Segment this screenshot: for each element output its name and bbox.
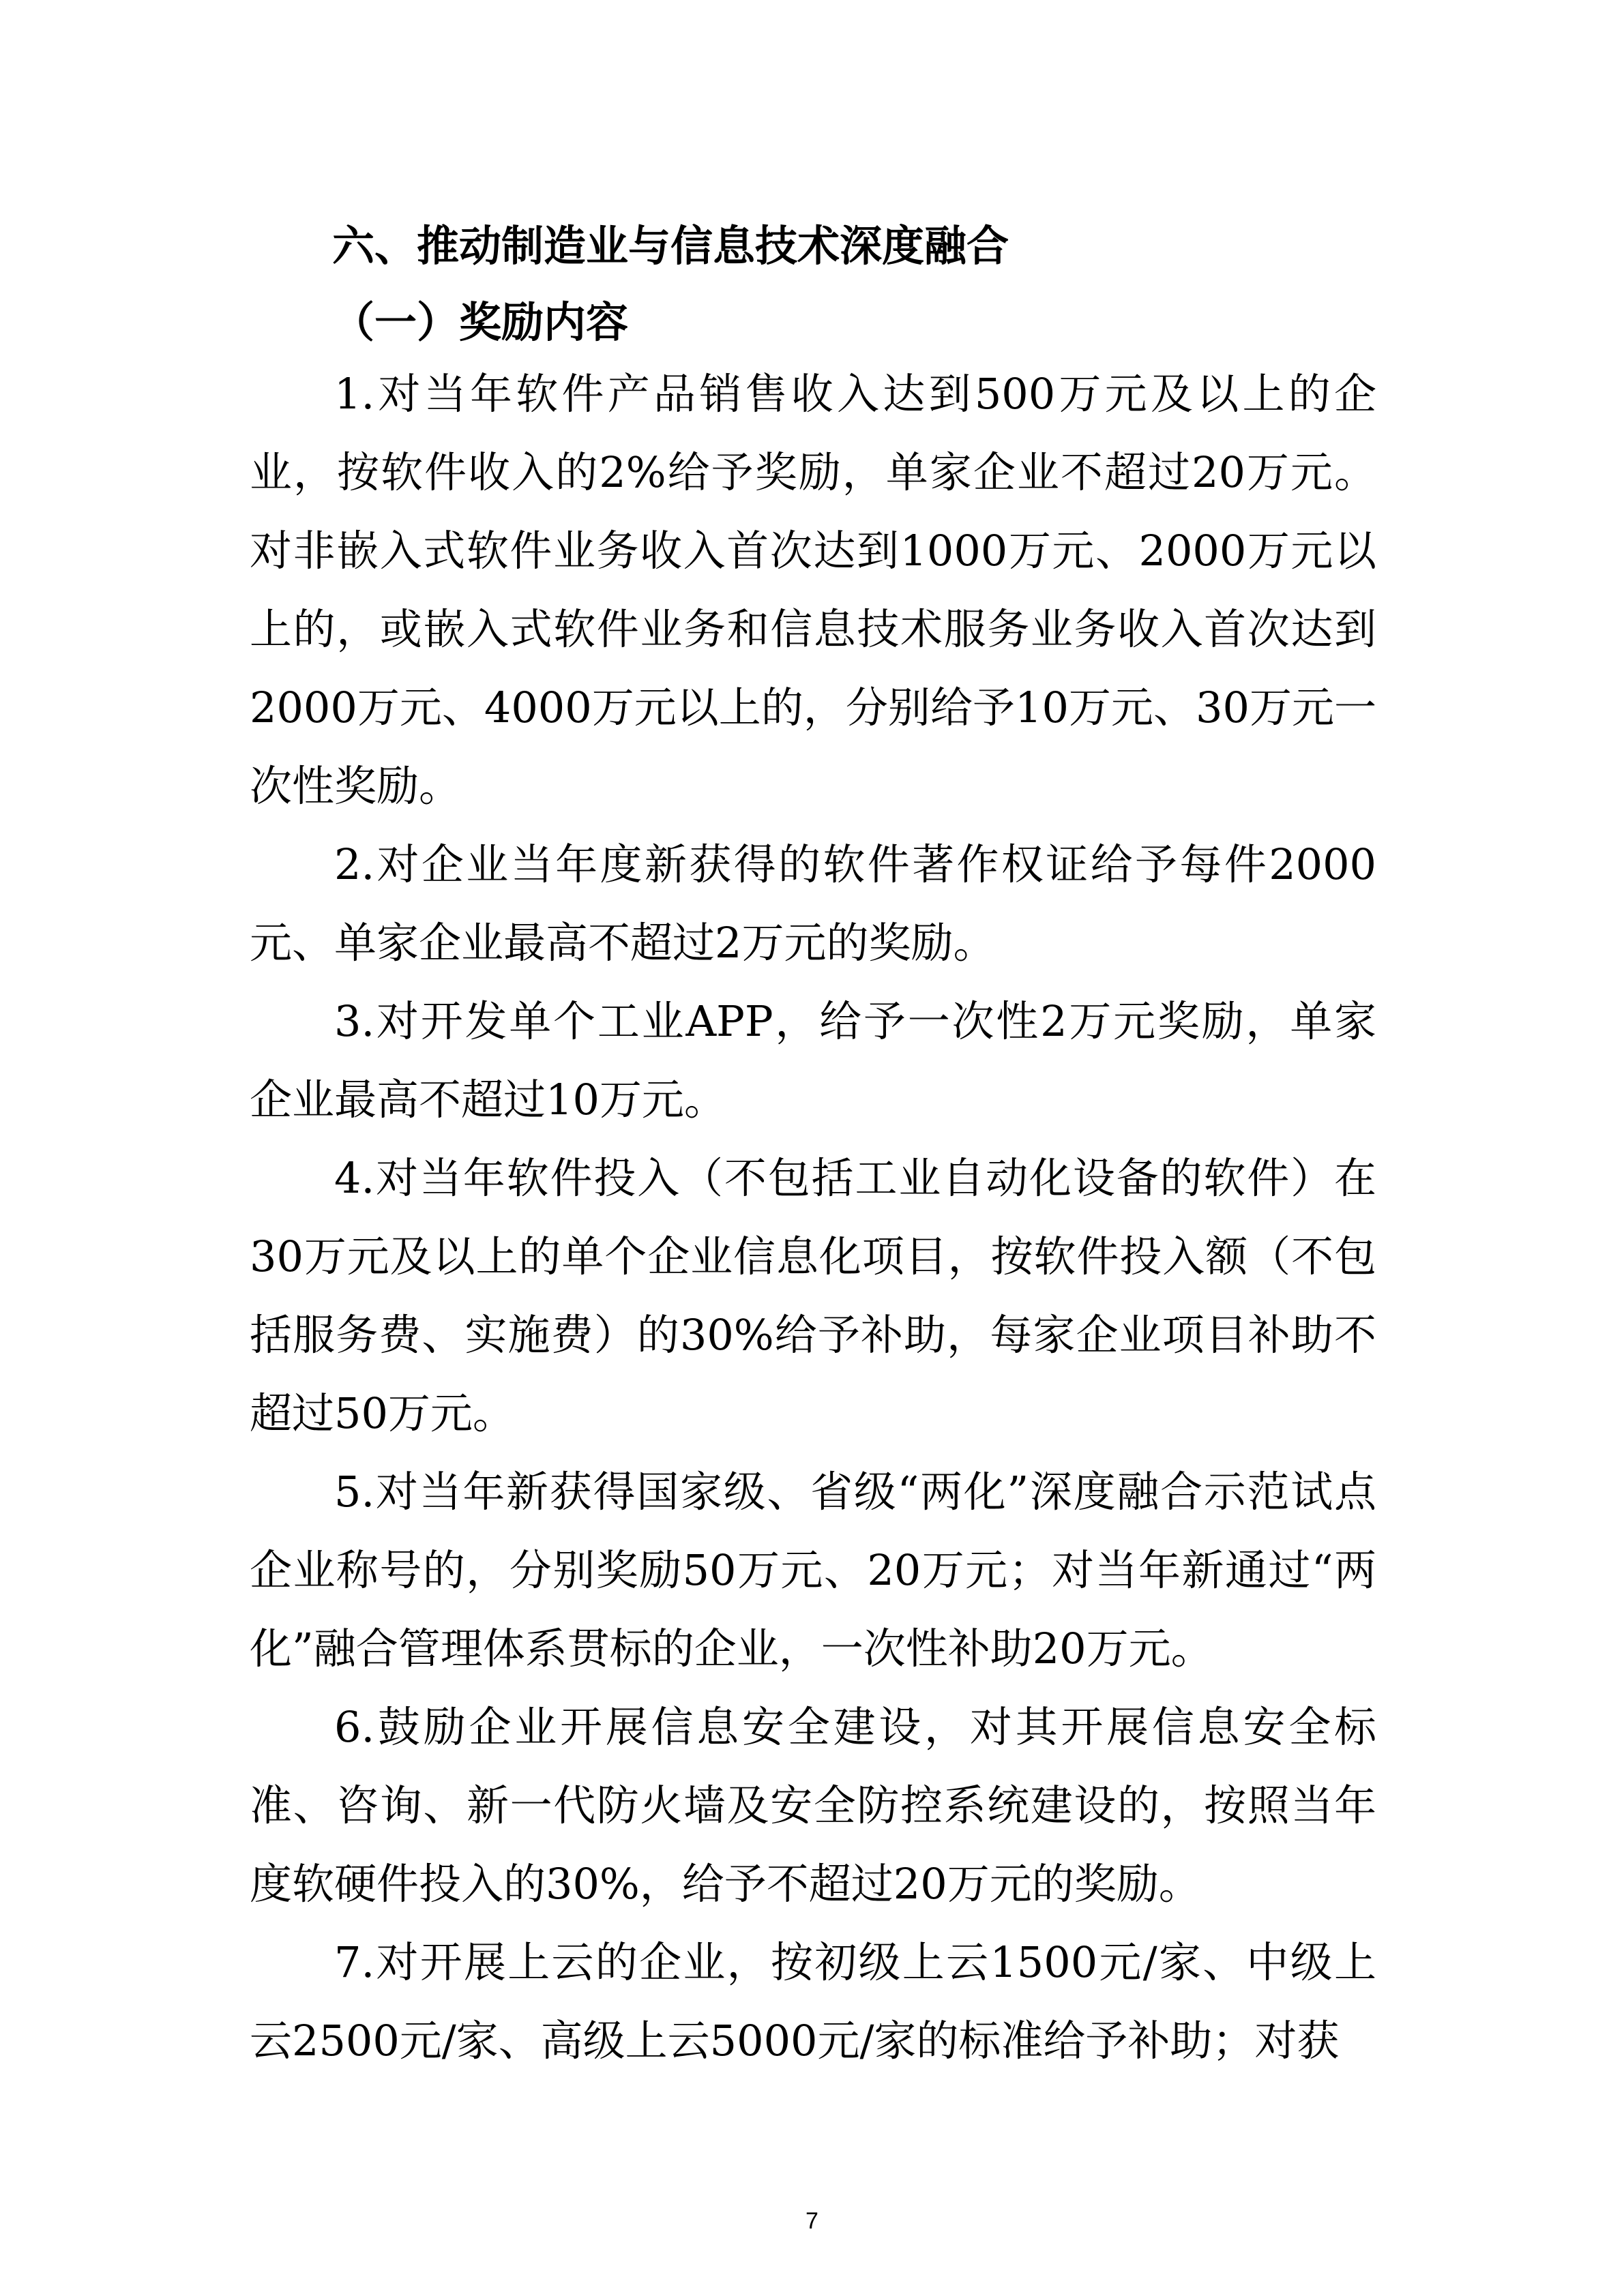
paragraph-1: 1.对当年软件产品销售收入达到500万元及以上的企业，按软件收入的2%给予奖励，单家企业不超过20万元。对非嵌入式软件业务收入首次达到1000万元、2000万元以上的，或嵌入式软件业务和信息技术服务业务收入首次达到2000万元、4000万元以上的，分别给予10万元、30万元一次性奖励。 — [250, 369, 1376, 811]
paragraph-7: 7.对开展上云的企业，按初级上云1500元/家、中级上云2500元/家、高级上云5000元/家的标准给予补助；对获 — [250, 1937, 1376, 2066]
paragraph-2: 2.对企业当年度新获得的软件著作权证给予每件2000元、单家企业最高不超过2万元的奖励。 — [250, 839, 1376, 968]
body-text — [250, 355, 1376, 2080]
paragraph-3: 3.对开发单个工业APP，给予一次性2万元奖励，单家企业最高不超过10万元。 — [250, 996, 1376, 1124]
section-subheading: （一）奖励内容 — [332, 297, 629, 347]
paragraph-6: 6.鼓励企业开展信息安全建设，对其开展信息安全标准、咨询、新一代防火墙及安全防控系统建设的，按照当年度软硬件投入的30%，给予不超过20万元的奖励。 — [250, 1702, 1376, 1909]
section-heading: 六、推动制造业与信息技术深度融合 — [332, 221, 1009, 271]
paragraph-4: 4.对当年软件投入（不包括工业自动化设备的软件）在30万元及以上的单个企业信息化项目，按软件投入额（不包括服务费、实施费）的30%给予补助，每家企业项目补助不超过50万元。 — [250, 1153, 1376, 1438]
page-number: 7 — [806, 2208, 818, 2234]
paragraph-5: 5.对当年新获得国家级、省级“两化”深度融合示范试点企业称号的，分别奖励50万元、20万元；对当年新通过“两化”融合管理体系贯标的企业，一次性补助20万元。 — [250, 1467, 1376, 1673]
